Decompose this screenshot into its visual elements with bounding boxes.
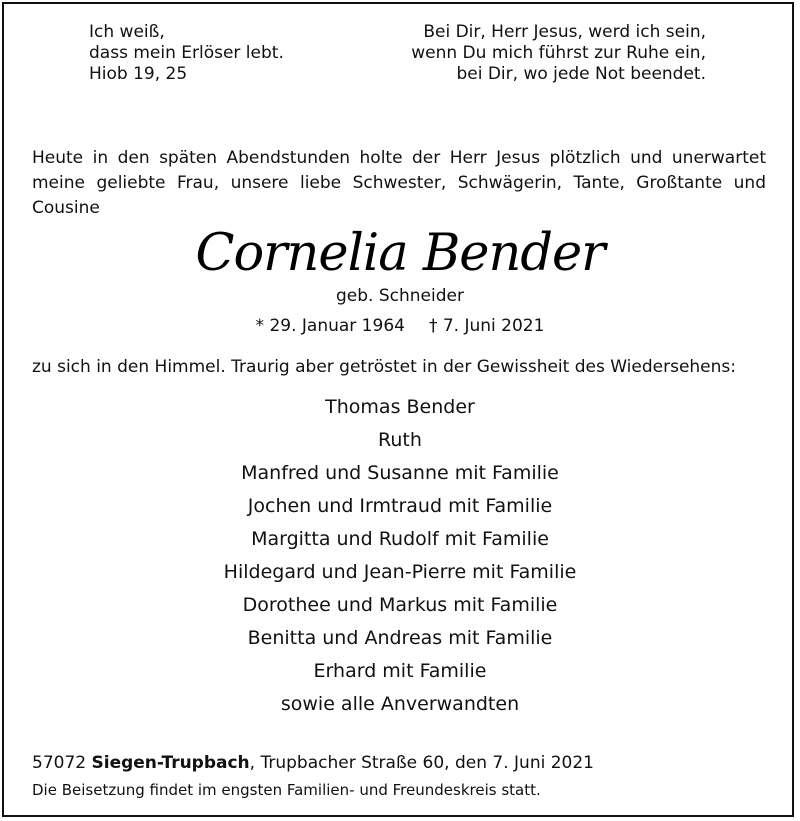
verse-right-line: bei Dir, wo jede Not beendet. (456, 64, 706, 84)
closing-sentence: zu sich in den Himmel. Traurig aber getröstet in der Gewissheit des Wiedersehens: (32, 357, 736, 377)
mourner-entry: Erhard mit Familie (313, 660, 487, 682)
verse-right (411, 22, 706, 85)
mourner-entry: Manfred und Susanne mit Familie (241, 462, 559, 484)
mourner-entry: Hildegard und Jean-Pierre mit Familie (223, 561, 577, 583)
intro-text: Heute in den späten Abendstunden holte der Herr Jesus plötzlich und unerwartet meine geliebte Frau, unsere liebe Schwester, Schwägerin, Tante, Großtante und Cousine (32, 148, 766, 218)
mourners-list (0, 391, 800, 721)
mourner-entry: Ruth (378, 429, 422, 451)
life-dates (0, 314, 800, 338)
verse-left (89, 22, 284, 85)
address-postcode: 57072 (32, 753, 87, 773)
mourner-entry: Jochen und Irmtraud mit Familie (247, 495, 553, 517)
verse-right-line: wenn Du mich führst zur Ruhe ein, (411, 43, 706, 63)
maiden-name: geb. Schneider (336, 286, 464, 306)
death-date: † 7. Juni 2021 (428, 316, 545, 336)
address-line (32, 751, 594, 775)
mourner-entry: Dorothee und Markus mit Familie (242, 594, 558, 616)
burial-note: Die Beisetzung findet im engsten Familien- und Freundeskreis statt. (32, 781, 541, 799)
verse-right-line: Bei Dir, Herr Jesus, werd ich sein, (423, 22, 706, 42)
deceased-name: Cornelia Bender (195, 224, 605, 283)
verse-left-line: Ich weiß, (89, 22, 165, 42)
mourner-entry: sowie alle Anverwandten (280, 693, 520, 715)
address-place: Siegen-Trupbach (91, 753, 250, 773)
mourner-entry: Thomas Bender (325, 396, 475, 418)
mourner-entry: Benitta und Andreas mit Familie (247, 627, 553, 649)
verse-left-reference: Hiob 19, 25 (89, 64, 188, 84)
verse-left-line: dass mein Erlöser lebt. (89, 43, 284, 63)
birth-date: * 29. Januar 1964 (255, 316, 405, 336)
address-rest: , Trupbacher Straße 60, den 7. Juni 2021 (249, 753, 594, 773)
mourner-entry: Margitta und Rudolf mit Familie (251, 528, 549, 550)
